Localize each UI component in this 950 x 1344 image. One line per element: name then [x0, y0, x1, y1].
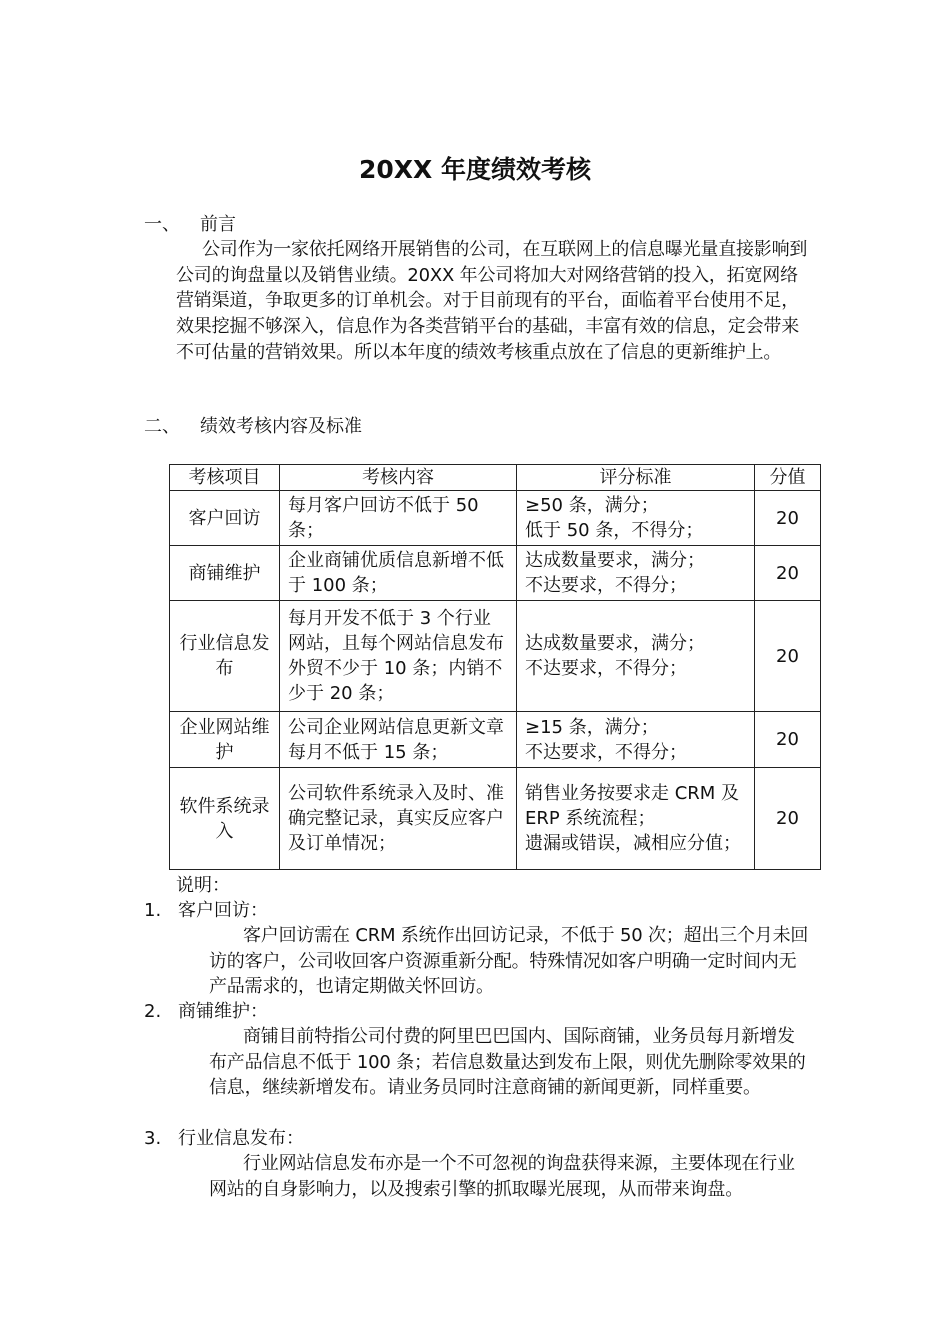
table-row: [170, 546, 821, 601]
notes-label: 说明：: [176, 875, 230, 896]
section-number: 二、: [144, 416, 180, 437]
cell-standard: 达成数量要求，满分； 不达要求，不得分；: [517, 601, 755, 712]
header-standard: 评分标准: [517, 465, 755, 491]
cell-content: 每月客户回访不低于 50 条；: [280, 491, 517, 546]
header-content: 考核内容: [280, 465, 517, 491]
header-score: 分值: [755, 465, 821, 491]
note-number: 2.: [144, 1001, 162, 1022]
table-row: [170, 712, 821, 768]
note-body: 行业网站信息发布亦是一个不可忽视的询盘获得来源，主要体现在行业网站的自身影响力，以及搜索引擎的抓取曝光展现，从而带来询盘。: [209, 1153, 795, 1200]
note-item-title: [144, 898, 268, 923]
cell-standard: ≥50 条，满分； 低于 50 条，不得分；: [517, 491, 755, 546]
note-number: 1.: [144, 900, 162, 921]
section-number: 一、: [144, 214, 180, 235]
document-title: 20XX 年度绩效考核: [358, 155, 592, 184]
note-body: 客户回访需在 CRM 系统作出回访记录，不低于 50 次；超出三个月未回访的客户，公司收回客户资源重新分配。特殊情况如客户明确一定时间内无产品需求的，也请定期做关怀回访。: [209, 925, 809, 997]
table-row: [170, 768, 821, 870]
cell-item: 软件系统录入: [170, 768, 280, 870]
note-title: 客户回访：: [178, 900, 268, 921]
preface-paragraph: 公司作为一家依托网络开展销售的公司，在互联网上的信息曝光量直接影响到公司的询盘量以及销售业绩。20XX 年公司将加大对网络营销的投入，拓宽网络营销渠道，争取更多的订单机会。对于目前现有的平台，面临着平台使用不足，效果挖掘不够深入，信息作为各类营销平台的基础，丰富有效的信息，定会带来不可估量的营销效果。所以本年度的绩效考核重点放在了信息的更新维护上。: [176, 239, 808, 363]
cell-item: 客户回访: [170, 491, 280, 546]
note-item-title: [144, 999, 268, 1024]
note-body: 商铺目前特指公司付费的阿里巴巴国内、国际商铺，业务员每月新增发布产品信息不低于 100 条；若信息数量达到发布上限，则优先删除零效果的信息，继续新增发布。请业务员同时注意商铺的新闻更新，同样重要。: [209, 1026, 806, 1098]
table-row: [170, 491, 821, 546]
table-header-row: [170, 465, 821, 491]
cell-content: 公司软件系统录入及时、准确完整记录，真实反应客户及订单情况；: [280, 768, 517, 870]
note-item-title: [144, 1126, 304, 1151]
note-title: 商铺维护：: [178, 1001, 268, 1022]
cell-score: 20: [755, 491, 821, 546]
table-row: [170, 601, 821, 712]
section-heading-text: 前言: [200, 214, 236, 235]
note-number: 3.: [144, 1128, 162, 1149]
cell-item: 商铺维护: [170, 546, 280, 601]
cell-content: 每月开发不低于 3 个行业网站，且每个网站信息发布外贸不少于 10 条；内销不少于 20 条；: [280, 601, 517, 712]
cell-item: 企业网站维护: [170, 712, 280, 768]
cell-score: 20: [755, 768, 821, 870]
cell-score: 20: [755, 601, 821, 712]
cell-standard: 销售业务按要求走 CRM 及 ERP 系统流程； 遗漏或错误，减相应分值；: [517, 768, 755, 870]
cell-item: 行业信息发布: [170, 601, 280, 712]
note-title: 行业信息发布：: [178, 1128, 304, 1149]
cell-standard: ≥15 条，满分； 不达要求，不得分；: [517, 712, 755, 768]
cell-content: 公司企业网站信息更新文章每月不低于 15 条；: [280, 712, 517, 768]
section-heading-preface: [144, 212, 236, 238]
section-heading-criteria: [144, 414, 362, 440]
cell-score: 20: [755, 712, 821, 768]
section-heading-text: 绩效考核内容及标准: [200, 416, 362, 437]
cell-content: 企业商铺优质信息新增不低于 100 条；: [280, 546, 517, 601]
cell-score: 20: [755, 546, 821, 601]
header-item: 考核项目: [170, 465, 280, 491]
cell-standard: 达成数量要求，满分； 不达要求，不得分；: [517, 546, 755, 601]
assessment-table: [169, 464, 821, 870]
